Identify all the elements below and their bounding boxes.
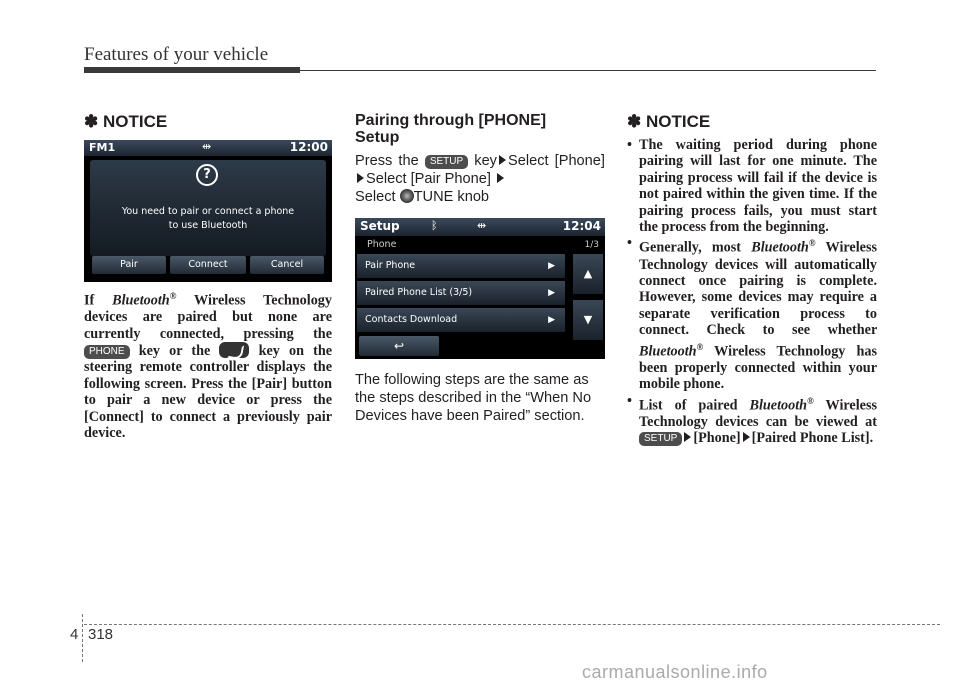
help-icon: ? xyxy=(196,164,218,186)
left-paragraph: If Bluetooth® Wireless Technology devices are paired but none are currently connected, pressing the PHONE key or the key on the steering remote controller displays the following screen. Press the [Pair] button to pair a new device or press the [Connect] to connect a previously pair device. xyxy=(84,291,333,441)
back-button[interactable] xyxy=(359,336,439,356)
running-header: Features of your vehicle xyxy=(84,44,269,65)
screen-mode: FM1 xyxy=(89,141,116,154)
screen-time: 12:00 xyxy=(289,140,328,154)
screen-time: 12:04 xyxy=(562,219,601,233)
middle-column xyxy=(355,112,605,425)
menu-item-paired-list[interactable]: Paired Phone List (3/5) ▶ xyxy=(357,281,565,305)
screen-pair-button[interactable]: Pair xyxy=(92,256,166,274)
usb-icon: ⇹ xyxy=(477,219,487,232)
tune-knob-icon xyxy=(400,189,414,203)
screen-page: 1/3 xyxy=(584,240,599,250)
notice-heading: ✽ NOTICE xyxy=(84,112,168,131)
call-key-icon xyxy=(219,342,249,358)
left-column xyxy=(84,112,332,441)
arrow-right-icon: ▶ xyxy=(548,261,555,271)
steps-note: The following steps are the same as the steps described in the “When No Devices have been Paired” section. xyxy=(355,372,592,424)
scroll-up-button[interactable]: ▲ xyxy=(573,254,603,294)
setup-phone-screen xyxy=(355,218,605,359)
arrow-right-icon xyxy=(684,432,691,442)
arrow-right-icon: ▶ xyxy=(548,288,555,298)
watermark: carmanualsonline.info xyxy=(582,662,768,682)
pairing-instructions: Press the SETUP key Select [Phone]Select [Pair Phone] Select TUNE knob xyxy=(355,153,605,205)
menu-item-pair-phone[interactable]: Pair Phone ▶ xyxy=(357,254,565,278)
arrow-right-icon xyxy=(743,432,750,442)
arrow-right-icon xyxy=(499,155,506,165)
setup-key-icon: SETUP xyxy=(639,432,682,446)
footer-rule xyxy=(84,624,940,625)
section-heading: Pairing through [PHONE] Setup xyxy=(355,112,547,146)
scroll-down-button[interactable]: ▼ xyxy=(573,300,603,340)
screen-message-line1: You need to pair or connect a phone xyxy=(121,206,295,217)
bluetooth-icon: ᛒ xyxy=(431,219,438,232)
screen-message-line2: to use Bluetooth xyxy=(168,220,248,231)
setup-key-icon: SETUP xyxy=(425,155,468,169)
notice-bullets xyxy=(627,137,877,447)
usb-icon: ⇹ xyxy=(202,140,212,153)
screen-cancel-button[interactable]: Cancel xyxy=(250,256,324,274)
screen-connect-button[interactable]: Connect xyxy=(170,256,246,274)
list-item: • The waiting period during phone pairing will last for one minute. The pairing process will fail if the device is not paired within the given time. If the pairing process fails, you must start the process from the beginning. xyxy=(627,137,877,235)
arrow-right-icon xyxy=(497,173,504,183)
header-rule xyxy=(300,70,876,71)
chapter-number: 4 xyxy=(70,626,79,643)
list-item: • Generally, most Bluetooth® Wireless Technology devices will automatically connect once pairing is complete. However, some devices may require a separate verification process to connect. Check to see whether Bluetooth® Wireless Technology has been properly connected within your mobile phone. xyxy=(627,235,877,392)
phone-key-icon: PHONE xyxy=(84,345,130,359)
notice-heading: ✽ NOTICE xyxy=(627,112,711,131)
list-item: • List of paired Bluetooth® Wireless Technology devices can be viewed at SETUP [Phone] [Paired Phone List]. xyxy=(627,393,877,447)
screen-title: Setup xyxy=(360,219,400,233)
footer-divider xyxy=(82,614,83,662)
back-arrow-icon: ↩ xyxy=(393,339,405,353)
arrow-right-icon xyxy=(357,173,364,183)
header-bar xyxy=(84,67,300,73)
arrow-right-icon: ▶ xyxy=(548,315,555,325)
no-connection-screen xyxy=(84,140,332,282)
menu-item-contacts-download[interactable]: Contacts Download ▶ xyxy=(357,308,565,332)
right-column xyxy=(627,112,877,447)
page-number: 318 xyxy=(88,626,114,643)
screen-section: Phone xyxy=(367,239,397,250)
